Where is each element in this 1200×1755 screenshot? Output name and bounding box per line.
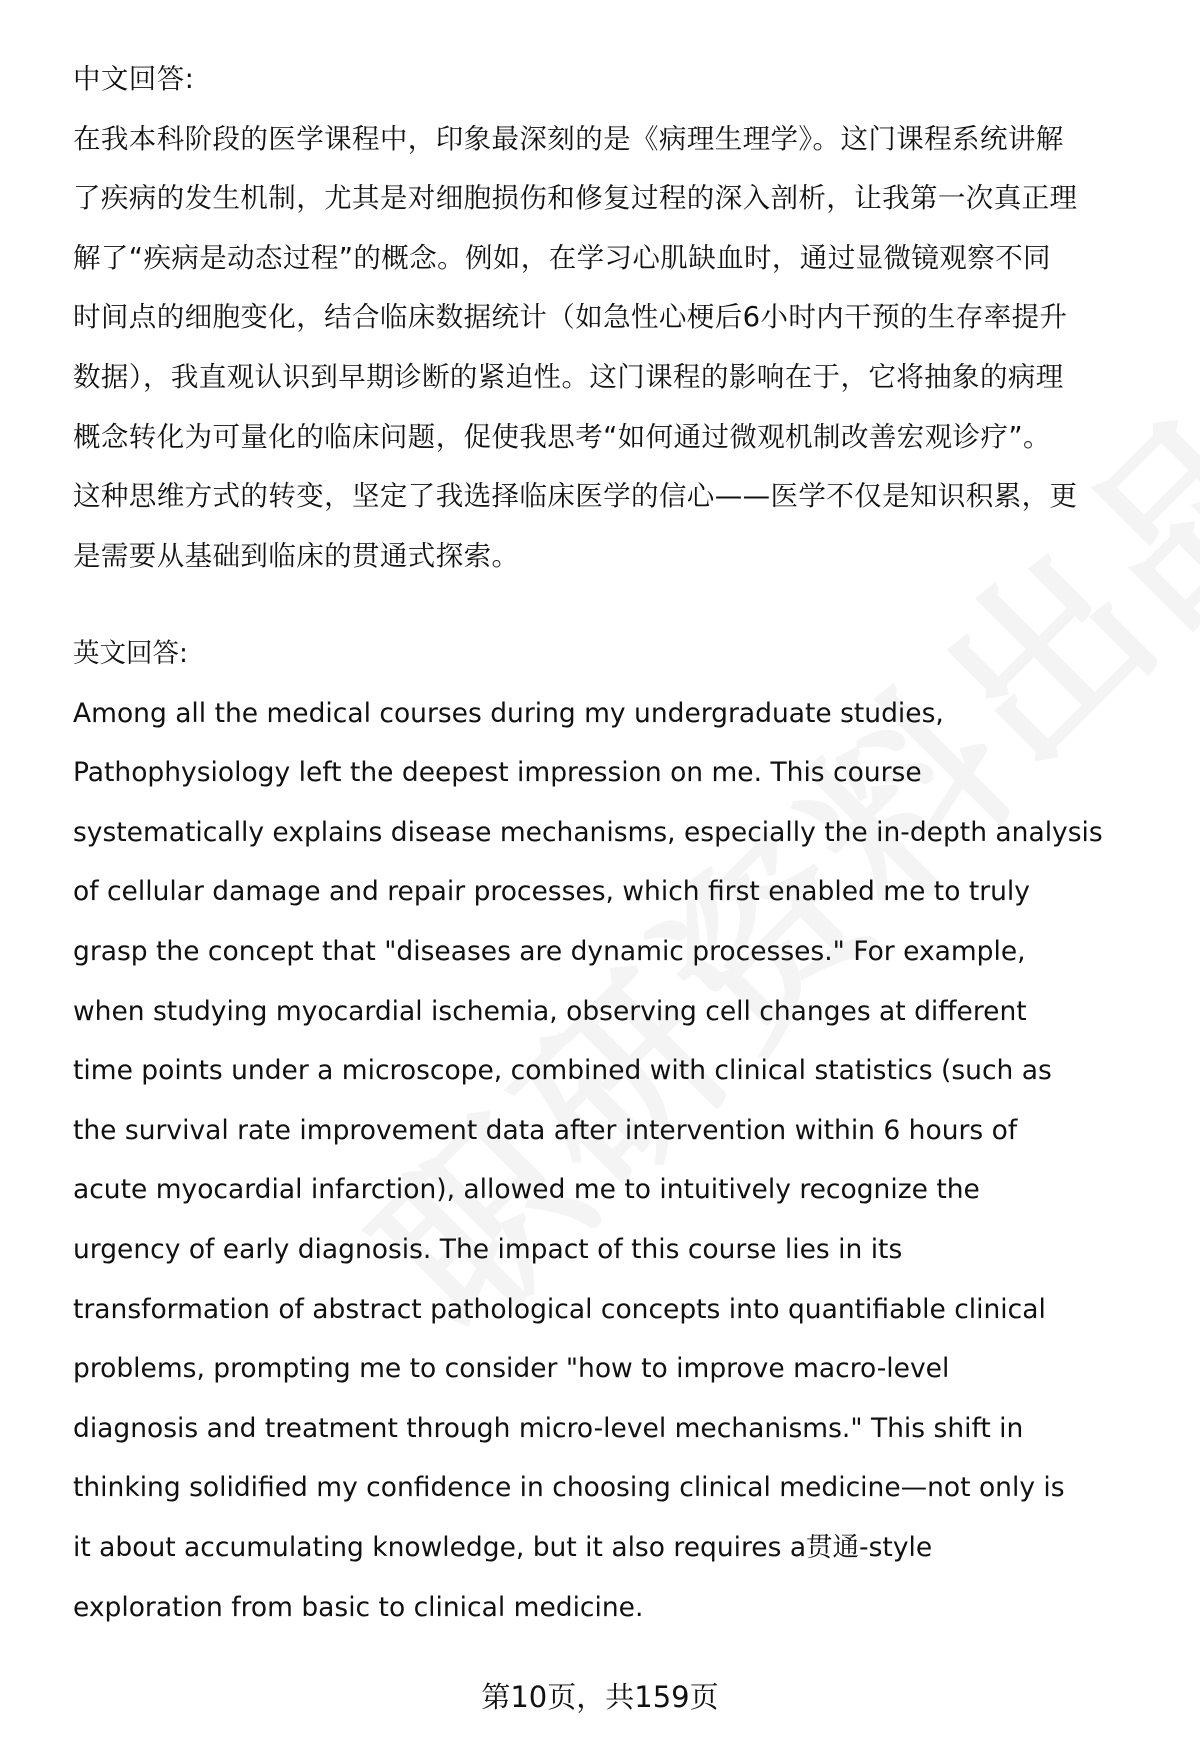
chinese-answer-heading: 中文回答: (73, 63, 195, 95)
english-answer-line: Among all the medical courses during my undergraduate studies, (73, 697, 944, 729)
english-answer-line: exploration from basic to clinical medicine. (73, 1591, 644, 1623)
english-answer-line: the survival rate improvement data after intervention within 6 hours of (73, 1114, 1018, 1146)
english-answer-body (73, 684, 1183, 1638)
chinese-answer-section (73, 50, 1183, 586)
english-answer-line: Pathophysiology left the deepest impression on me. This course (73, 757, 922, 789)
chinese-answer-line: 数据），我直观认识到早期诊断的紧迫性。这门课程的影响在于，它将抽象的病理 (73, 360, 1064, 393)
chinese-answer-line: 是需要从基础到临床的贯通式探索。 (73, 539, 520, 572)
english-answer-heading: 英文回答: (73, 638, 188, 669)
chinese-answer-line: 解了“疾病是动态过程”的概念。例如，在学习心肌缺血时，通过显微镜观察不同 (73, 241, 1051, 274)
english-answer-line: urgency of early diagnosis. The impact of this course lies in its (73, 1233, 903, 1265)
english-answer-line: when studying myocardial ischemia, observing cell changes at different (73, 995, 1027, 1027)
english-answer-line: systematically explains disease mechanisms, especially the in-depth analysis (73, 816, 1103, 848)
english-answer-line: acute myocardial infarction), allowed me to intuitively recognize the (73, 1174, 980, 1206)
chinese-answer-line: 了疾病的发生机制，尤其是对细胞损伤和修复过程的深入剖析，让我第一次真正理 (73, 182, 1078, 215)
chinese-answer-line: 在我本科阶段的医学课程中，印象最深刻的是《病理生理学》。这门课程系统讲解 (73, 122, 1064, 155)
chinese-answer-line: 概念转化为可量化的临床问题，促使我思考“如何通过微观机制改善宏观诊疗”。 (73, 420, 1051, 453)
page-number: 第10页，共159页 (481, 1680, 719, 1714)
english-answer-line: thinking solidified my confidence in choosing clinical medicine—not only is (73, 1472, 1065, 1504)
english-answer-line: time points under a microscope, combined with clinical statistics (such as (73, 1055, 1052, 1087)
english-answer-line: diagnosis and treatment through micro-level mechanisms." This shift in (73, 1412, 1024, 1444)
english-answer-line: of cellular damage and repair processes, which first enabled me to truly (73, 876, 1030, 908)
english-answer-line: problems, prompting me to consider "how to improve macro-level (73, 1353, 950, 1385)
english-answer-line: it about accumulating knowledge, but it also requires a贯通-style (73, 1531, 933, 1563)
english-answer-section (73, 624, 1183, 1637)
english-answer-line: grasp the concept that "diseases are dynamic processes." For example, (73, 935, 1026, 967)
chinese-answer-line: 时间点的细胞变化，结合临床数据统计（如急性心梗后6小时内干预的生存率提升 (73, 301, 1068, 334)
english-answer-line: transformation of abstract pathological concepts into quantifiable clinical (73, 1293, 1046, 1325)
chinese-answer-body (73, 110, 1183, 587)
chinese-answer-line: 这种思维方式的转变，坚定了我选择临床医学的信心——医学不仅是知识积累，更 (73, 480, 1078, 513)
